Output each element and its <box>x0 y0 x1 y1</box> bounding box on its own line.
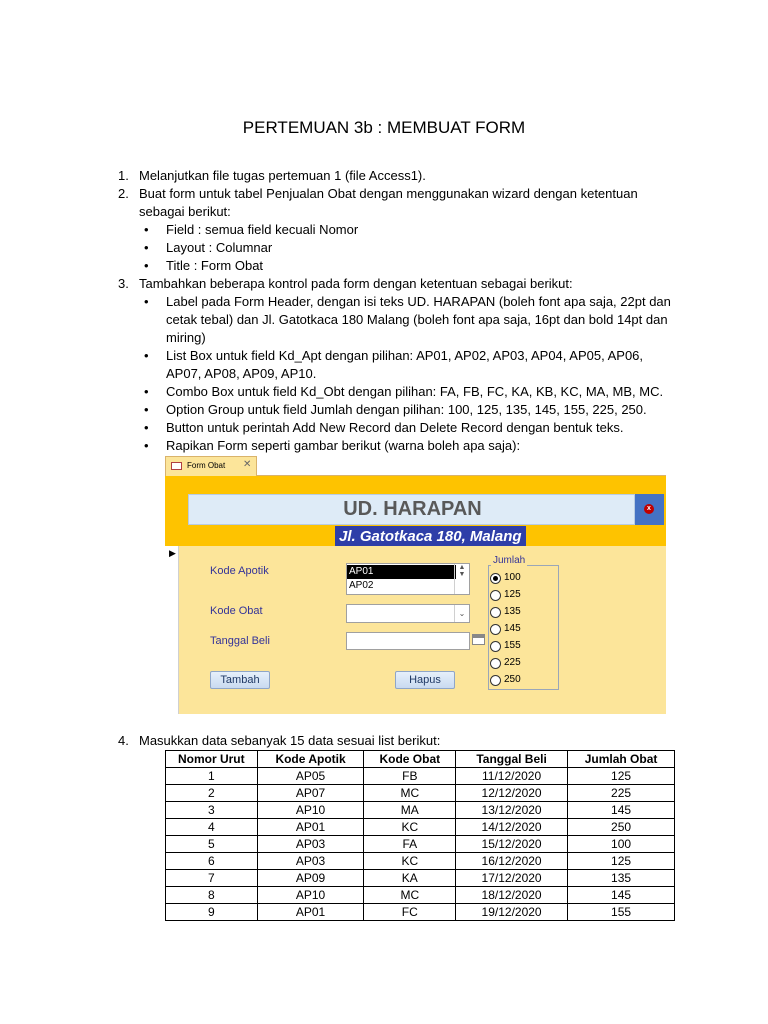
table-cell: AP01 <box>257 904 364 921</box>
column-header: Nomor Urut <box>166 751 258 768</box>
table-cell: 100 <box>568 836 675 853</box>
table-row <box>166 887 675 904</box>
table-cell: 15/12/2020 <box>456 836 568 853</box>
radio-icon[interactable] <box>490 590 501 601</box>
tambah-button[interactable]: Tambah <box>210 671 270 689</box>
table-cell: AP01 <box>257 819 364 836</box>
table-cell: 6 <box>166 853 258 870</box>
table-row <box>166 836 675 853</box>
table-cell: FA <box>364 836 456 853</box>
table-cell: 135 <box>568 870 675 887</box>
list-text: Melanjutkan file tugas pertemuan 1 (file Access1). <box>139 168 426 183</box>
kode-apotik-listbox[interactable] <box>346 563 470 595</box>
logo-icon: x <box>644 504 654 514</box>
bullet-glyph: • <box>144 420 149 435</box>
table-cell: 125 <box>568 768 675 785</box>
table-cell: 7 <box>166 870 258 887</box>
bullet-glyph: • <box>144 438 149 453</box>
table-row <box>166 802 675 819</box>
bullet-glyph: • <box>144 258 149 273</box>
table-cell: 19/12/2020 <box>456 904 568 921</box>
tab-label: Form Obat <box>187 461 226 470</box>
table-cell: KC <box>364 819 456 836</box>
chevron-down-icon[interactable]: ⌄ <box>454 605 469 622</box>
list-text: Buat form untuk tabel Penjualan Obat dengan menggunakan wizard dengan ketentuan sebagai berikut: <box>139 186 638 219</box>
bullet-text: Label pada Form Header, dengan isi teks UD. HARAPAN (boleh font apa saja, 22pt dan cetak tebal) dan Jl. Gatotkaca 180 Malang (boleh font apa saja, 16pt dan bold 14pt dan miring) <box>166 294 671 345</box>
list-number: 2. <box>118 186 129 201</box>
list-number: 1. <box>118 168 129 183</box>
table-row <box>166 870 675 887</box>
option-label: 125 <box>504 589 521 600</box>
option-label: 100 <box>504 572 521 583</box>
table-cell: 2 <box>166 785 258 802</box>
bullet-text: Layout : Columnar <box>166 240 273 255</box>
table-row <box>166 785 675 802</box>
table-cell: 155 <box>568 904 675 921</box>
detail-panel <box>179 546 666 714</box>
list-text: Tambahkan beberapa kontrol pada form dengan ketentuan sebagai berikut: <box>139 276 573 291</box>
kode-obat-combobox[interactable] <box>346 604 470 623</box>
table-cell: MC <box>364 785 456 802</box>
list-number: 4. <box>118 733 129 748</box>
list-text: Masukkan data sebanyak 15 data sesuai list berikut: <box>139 733 441 748</box>
table-cell: 18/12/2020 <box>456 887 568 904</box>
bullet-text: Title : Form Obat <box>166 258 264 273</box>
table-cell: FC <box>364 904 456 921</box>
tanggal-beli-input[interactable] <box>346 632 470 650</box>
chevron-up-icon[interactable]: ▲ <box>458 564 466 571</box>
bullet-text: Rapikan Form seperti gambar berikut (warna boleh apa saja): <box>166 438 521 453</box>
logo <box>635 494 664 525</box>
column-header: Jumlah Obat <box>568 751 675 768</box>
close-icon[interactable]: ✕ <box>243 459 252 470</box>
bullet-glyph: • <box>144 240 149 255</box>
table-cell: MC <box>364 887 456 904</box>
table-row <box>166 819 675 836</box>
chevron-down-icon[interactable]: ▼ <box>458 571 466 578</box>
table-cell: MA <box>364 802 456 819</box>
table-cell: 9 <box>166 904 258 921</box>
table-cell: 14/12/2020 <box>456 819 568 836</box>
column-header: Kode Apotik <box>257 751 364 768</box>
option-label: 250 <box>504 674 521 685</box>
table-cell: 145 <box>568 887 675 904</box>
calendar-icon[interactable] <box>472 634 485 645</box>
radio-icon[interactable] <box>490 658 501 669</box>
header-title: UD. HARAPAN <box>343 498 482 520</box>
bullet-text: List Box untuk field Kd_Apt dengan pilihan: AP01, AP02, AP03, AP04, AP05, AP06, AP07, AP08, AP09, AP10. <box>166 348 644 381</box>
column-header: Tanggal Beli <box>456 751 568 768</box>
bullet-text: Field : semua field kecuali Nomor <box>166 222 359 237</box>
option-label: 155 <box>504 640 521 651</box>
table-cell: AP09 <box>257 870 364 887</box>
bullet-glyph: • <box>144 348 149 363</box>
tab-bar <box>165 456 666 476</box>
table-cell: 16/12/2020 <box>456 853 568 870</box>
table-cell: 125 <box>568 853 675 870</box>
table-cell: 17/12/2020 <box>456 870 568 887</box>
header-subtitle: Jl. Gatotkaca 180, Malang <box>335 526 526 547</box>
radio-icon[interactable] <box>490 675 501 686</box>
table-cell: AP10 <box>257 802 364 819</box>
table-cell: AP07 <box>257 785 364 802</box>
column-header: Kode Obat <box>364 751 456 768</box>
listbox-item[interactable]: AP02 <box>349 580 374 591</box>
radio-icon[interactable] <box>490 607 501 618</box>
tab-form-obat[interactable] <box>165 456 257 476</box>
table-cell: AP03 <box>257 853 364 870</box>
table-cell: 225 <box>568 785 675 802</box>
table-cell: 1 <box>166 768 258 785</box>
label-kode-apotik: Kode Apotik <box>210 565 269 577</box>
bullet-glyph: • <box>144 384 149 399</box>
table-cell: 3 <box>166 802 258 819</box>
option-label: 135 <box>504 606 521 617</box>
radio-selected-icon[interactable] <box>490 573 501 584</box>
table-row <box>166 853 675 870</box>
table-cell: 4 <box>166 819 258 836</box>
table-cell: AP10 <box>257 887 364 904</box>
option-label: 145 <box>504 623 521 634</box>
radio-icon[interactable] <box>490 641 501 652</box>
option-label: 225 <box>504 657 521 668</box>
table-row <box>166 768 675 785</box>
listbox-item[interactable]: AP01 <box>347 565 456 579</box>
listbox-scrollbar[interactable] <box>454 564 469 594</box>
table-cell: 145 <box>568 802 675 819</box>
table-header-row <box>166 751 675 768</box>
page-title: PERTEMUAN 3b : MEMBUAT FORM <box>242 118 526 137</box>
table-cell: AP03 <box>257 836 364 853</box>
bullet-glyph: • <box>144 222 149 237</box>
form-detail <box>165 546 666 714</box>
header-title-box <box>188 494 635 525</box>
record-selector-icon: ▶ <box>169 548 176 558</box>
table-cell: 8 <box>166 887 258 904</box>
radio-icon[interactable] <box>490 624 501 635</box>
table-row <box>166 904 675 921</box>
form-screenshot <box>165 456 666 714</box>
table-cell: KA <box>364 870 456 887</box>
label-tanggal-beli: Tanggal Beli <box>210 635 270 647</box>
list-number: 3. <box>118 276 129 291</box>
table-cell: 250 <box>568 819 675 836</box>
bullet-text: Option Group untuk field Jumlah dengan pilihan: 100, 125, 135, 145, 155, 225, 250. <box>166 402 647 417</box>
bullet-text: Button untuk perintah Add New Record dan Delete Record dengan bentuk teks. <box>166 420 624 435</box>
table-cell: 13/12/2020 <box>456 802 568 819</box>
bullet-glyph: • <box>144 294 149 309</box>
table-cell: 12/12/2020 <box>456 785 568 802</box>
label-kode-obat: Kode Obat <box>210 605 263 617</box>
hapus-button[interactable]: Hapus <box>395 671 455 689</box>
table-cell: 11/12/2020 <box>456 768 568 785</box>
bullet-text: Combo Box untuk field Kd_Obt dengan pilihan: FA, FB, FC, KA, KB, KC, MA, MB, MC. <box>166 384 664 399</box>
bullet-glyph: • <box>144 402 149 417</box>
record-selector[interactable] <box>165 546 179 714</box>
table-cell: 5 <box>166 836 258 853</box>
option-group-legend: Jumlah <box>493 555 526 566</box>
data-table <box>165 750 675 921</box>
table-cell: AP05 <box>257 768 364 785</box>
table-cell: FB <box>364 768 456 785</box>
form-header <box>165 476 666 546</box>
table-cell: KC <box>364 853 456 870</box>
form-icon <box>171 462 182 470</box>
